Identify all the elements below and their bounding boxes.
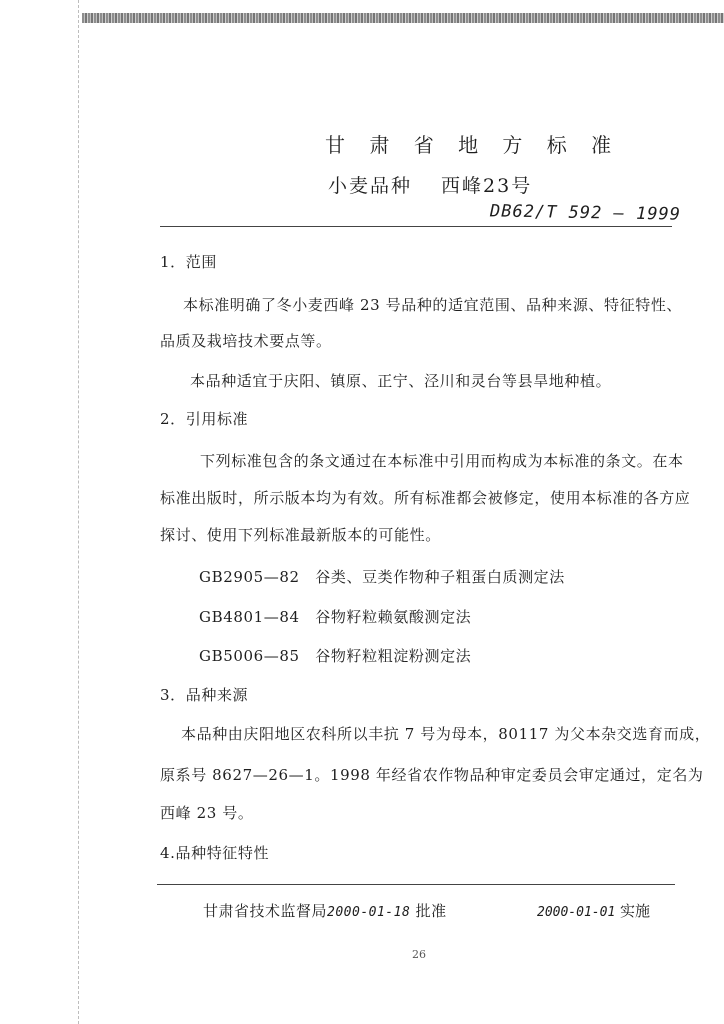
section-4-heading: 4.品种特征特性 <box>160 844 270 862</box>
implementation-line <box>537 900 650 921</box>
section-3-line-1: 本品种由庆阳地区农科所以丰抗 7 号为母本，80117 为父本杂交选育而成， <box>181 725 711 743</box>
page-number: 26 <box>412 948 426 961</box>
section-2-paragraph-line-3: 探讨、使用下列标准最新版本的可能性。 <box>160 526 441 544</box>
implementation-date: 2000-01-01 <box>537 905 616 920</box>
approval-authority: 甘肃省技术监督局 <box>203 902 328 920</box>
reference-gb2905: GB2905—82 谷类、豆类作物种子粗蛋白质测定法 <box>199 568 565 586</box>
section-1-paragraph-1-line-1: 本标准明确了冬小麦西峰 23 号品种的适宜范围、品种来源、特征特性、 <box>183 296 683 314</box>
section-1-paragraph-2: 本品种适宜于庆阳、镇原、正宁、泾川和灵台等县旱地种植。 <box>190 372 612 390</box>
approval-line <box>203 900 447 921</box>
reference-gb4801: GB4801—84 谷物籽粒赖氨酸测定法 <box>199 608 472 626</box>
section-1-heading: 1．范围 <box>160 253 217 271</box>
section-1-paragraph-1-line-2: 品质及栽培技术要点等。 <box>160 332 332 350</box>
section-3-heading: 3．品种来源 <box>160 686 249 704</box>
document-subtitle: 小麦品种 西峰23号 <box>328 175 533 197</box>
section-2-heading: 2．引用标准 <box>160 410 249 428</box>
scan-left-border <box>78 0 79 1024</box>
section-2-paragraph-line-2: 标准出版时，所示版本均为有效。所有标准都会被修定，使用本标准的各方应 <box>160 489 691 507</box>
footer-rule <box>157 884 675 885</box>
approval-label: 批准 <box>410 902 447 920</box>
implementation-label: 实施 <box>615 902 651 920</box>
approval-date: 2000-01-18 <box>327 905 411 920</box>
standard-number: DB62/T 592 — 1999 <box>489 201 682 225</box>
reference-gb5006: GB5006—85 谷物籽粒粗淀粉测定法 <box>199 647 472 665</box>
header-rule <box>160 226 672 227</box>
document-title: 甘 肃 省 地 方 标 准 <box>325 133 621 157</box>
scan-edge-artifact <box>82 13 724 23</box>
section-2-paragraph-line-1: 下列标准包含的条文通过在本标准中引用而构成为本标准的条文。在本 <box>200 452 684 470</box>
section-3-line-3: 西峰 23 号。 <box>160 804 254 822</box>
section-3-line-2: 原系号 8627—26—1。1998 年经省农作物品种审定委员会审定通过，定名为 <box>160 766 704 784</box>
